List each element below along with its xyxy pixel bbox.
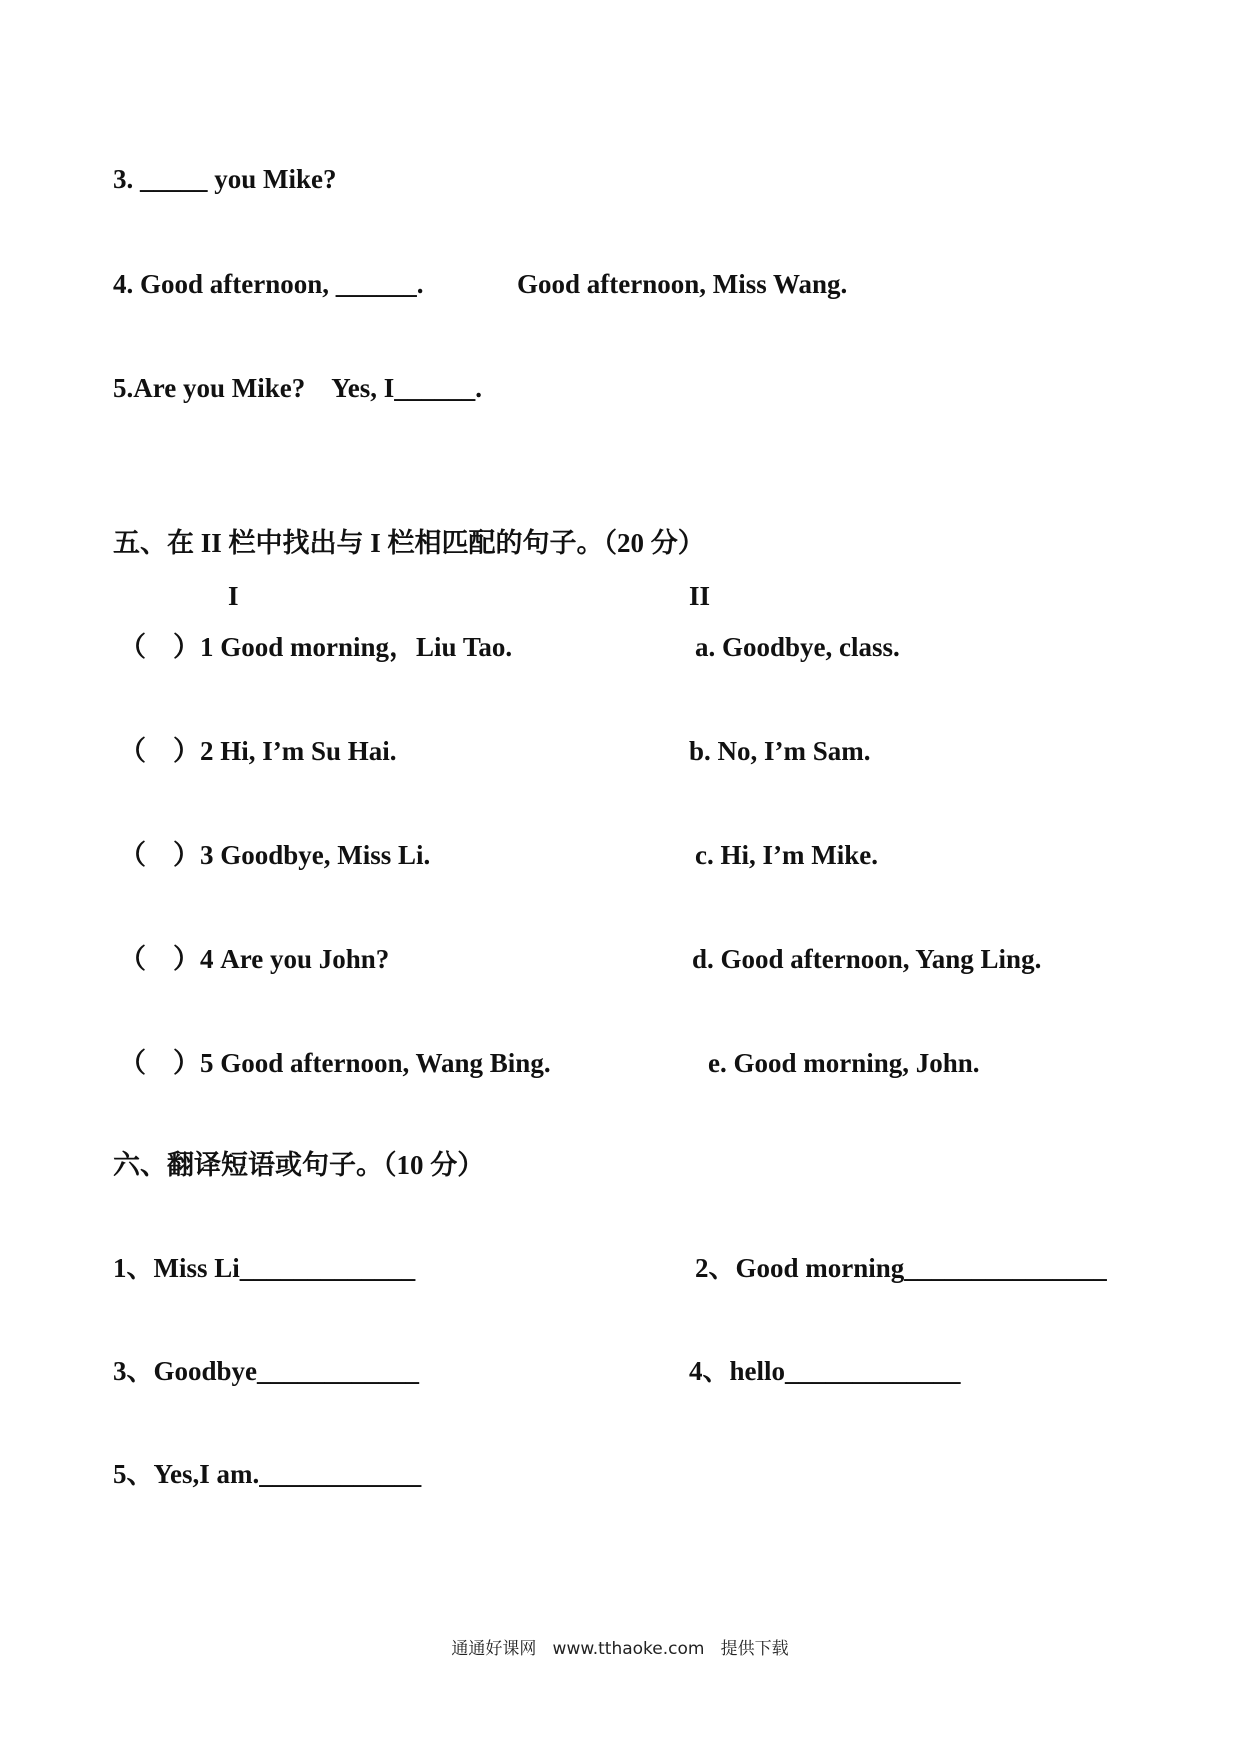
page-footer: 通通好课网 www.tthaoke.com 提供下载 <box>451 1639 789 1659</box>
section-5-column-ii-header: II <box>689 581 711 611</box>
fill-blank-question-5: 5.Are you Mike? Yes, I______. <box>113 373 482 403</box>
match-right-item-e: e. Good morning, John. <box>708 1048 980 1078</box>
match-left-item-5: （ ）5 Good afternoon, Wang Bing. <box>119 1048 551 1078</box>
match-right-item-c: c. Hi, I’m Mike. <box>695 840 878 870</box>
match-right-item-b: b. No, I’m Sam. <box>689 736 871 766</box>
translate-item-4: 4、hello_____________ <box>689 1356 961 1386</box>
fill-blank-question-3: 3. _____ you Mike? <box>113 164 337 194</box>
match-left-item-4: （ ）4 Are you John? <box>119 944 390 974</box>
match-left-item-1: （ ）1 Good morning，Liu Tao. <box>119 632 513 662</box>
fill-blank-question-4-answer: Good afternoon, Miss Wang. <box>517 269 848 299</box>
translate-item-5: 5、Yes,I am.____________ <box>113 1459 422 1489</box>
fill-blank-question-4: 4. Good afternoon, ______. <box>113 269 424 299</box>
translate-item-2: 2、Good morning_______________ <box>695 1253 1107 1283</box>
translate-item-3: 3、Goodbye____________ <box>113 1356 420 1386</box>
match-right-item-a: a. Goodbye, class. <box>695 632 900 662</box>
translate-item-1: 1、Miss Li_____________ <box>113 1253 416 1283</box>
match-left-item-2: （ ）2 Hi, I’m Su Hai. <box>119 736 397 766</box>
match-right-item-d: d. Good afternoon, Yang Ling. <box>692 944 1042 974</box>
section-5-heading: 五、在 II 栏中找出与 I 栏相匹配的句子。（20 分） <box>113 528 705 558</box>
match-left-item-3: （ ）3 Goodbye, Miss Li. <box>119 840 431 870</box>
section-6-heading: 六、翻译短语或句子。（10 分） <box>113 1150 485 1180</box>
section-5-column-i-header: I <box>228 581 239 611</box>
